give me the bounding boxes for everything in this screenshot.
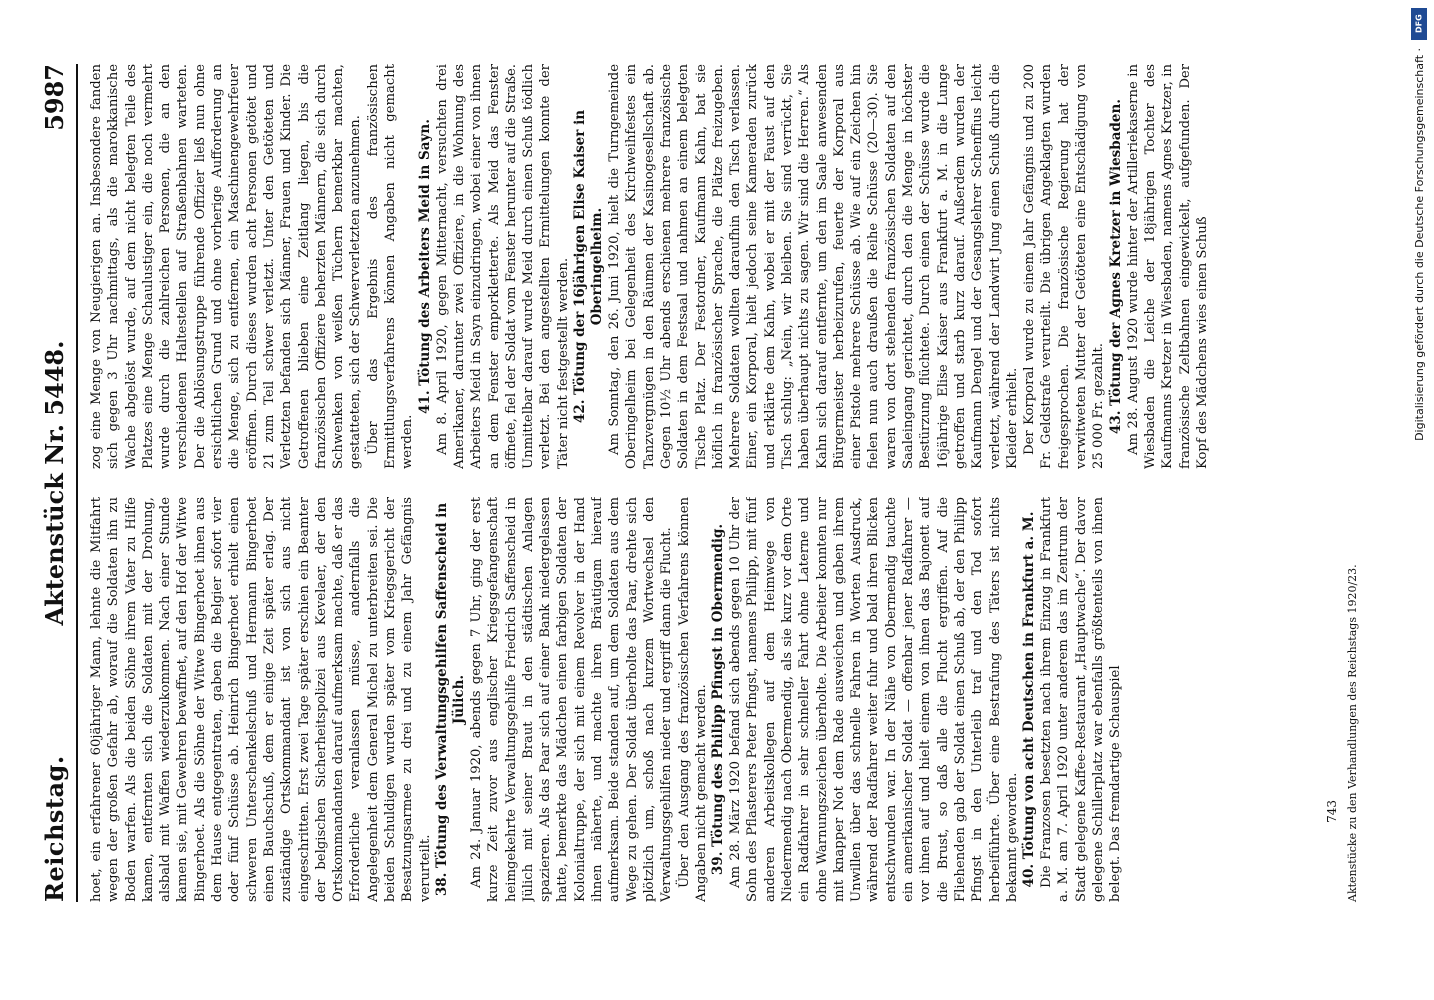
page-header: [40, 64, 78, 902]
paragraph: Am Sonntag, den 26. Juni 1920, hielt die Turngemeinde Oberingelheim bei Gelegenheit des Kirchweihfestes ein Tanzvergnügen in den Räumen der Kasinogesellschaft ab. Gegen 10½ Uhr abends erschienen mehrere französische Soldaten in dem Festsaal und nahmen an einem belegten Tische Platz. Der Festordner, Kaufmann Kahn, bat sie höflich in französischer Sprache, die Plätze freizugeben. Mehrere Soldaten wollten daraufhin den Tisch verlassen. Einer, ein Korporal, hielt jedoch seine Kameraden zurück und erklärte dem Kahn, wobei er mit der Faust auf den Tisch schlug: „Nein, wir bleiben. Sie sind verrückt, Sie haben überhaupt nichts zu sagen. Wir sind die Herren.“ Als Kahn sich darauf entfernte, um den im Saale anwesenden Bürgermeister herbeizurufen, feuerte der Korporal aus einer Pistole mehrere Schüsse ab. Wie auf ein Zeichen hin fielen nun auch draußen die Reihe Schüsse (20—30). Sie waren von dort stehenden französischen Soldaten auf den Saaleingang gerichtet, durch den die Menge in höchster Bestürzung flüchtete. Durch einen der Schüsse wurde die 16jährige Elise Kaiser aus Frankfurt a. M. in die Lunge getroffen und starb kurz darauf. Außerdem wurden der Kaufmann Dengel und der Gesangslehrer Schenffius leicht verletzt, während der Landwirt Jung einen Schuß durch die Kleider erhielt.: [607, 64, 1020, 469]
section-heading-38: 38. Tötung des Verwaltungsgehilfen Saffenscheid in Jülich.: [433, 502, 467, 897]
section-heading-43: 43. Tötung der Agnes Kretzer in Wiesbaden.: [1107, 98, 1124, 435]
paragraph: Der Korporal wurde zu einem Jahr Gefängnis und zu 200 Fr. Geldstrafe verurteilt. Die übrigen Angeklagten wurden freigesprochen. Die französische Regierung hat der verwitweten Mutter der Getöteten eine Entschädigung von 25 000 Fr. gezahlt.: [1022, 64, 1107, 469]
column-right: [88, 64, 1338, 469]
page-footer: [1346, 64, 1360, 902]
text-columns: [88, 64, 1338, 902]
paragraph: Am 28. März 1920 befand sich abends gegen 10 Uhr der Sohn des Pflasterers Peter Pfingst, namens Philipp, mit fünf anderen Arbeitskollegen auf dem Heimwege von Niedermendig nach Obermendig, als sie kurz vor dem Orte ein Radfahrer in sehr schneller Fahrt ohne Laterne und ohne Warnungszeichen überholte. Die Arbeiter konnten nur mit knapper Not dem Rade ausweichen und gaben ihrem Unwillen über das schnelle Fahren in Worten Ausdruck, während der Radfahrer weiter fuhr und bald ihren Blicken entschwunden war. In der Nähe von Obermendig tauchte ein amerikanischer Soldat — offenbar jener Radfahrer — vor ihnen auf und hielt einem von ihnen das Bajonett auf die Brust, so daß alle die Flucht ergriffen. Auf die Fliehenden gab der Soldat einen Schuß ab, der den Philipp Pfingst in den Unterleib traf und den Tod sofort herbeiführte. Über eine Bestrafung des Täters ist nichts bekannt geworden.: [728, 497, 1020, 902]
paragraph: Über den Ausgang des französischen Verfahrens können Angaben nicht gemacht werden.: [676, 497, 709, 902]
header-left: Reichstag.: [40, 755, 69, 902]
paragraph: Am 24. Januar 1920, abends gegen 7 Uhr, ging der erst kurze Zeit zuvor aus englischer Kriegsgefangenschaft heimgekehrte Verwaltungsgehilfe Friedrich Saffenscheid in Jülich mit seiner Braut in den städtischen Anlagen spazieren. Als das Paar sich auf einer Bank niedergelassen hatte, bemerkte das Mädchen einen farbigen Soldaten der Kolonialtruppe, der sich mit einem Revolver in der Hand ihnen näherte, und machte ihren Bräutigam hierauf aufmerksam. Beide standen auf, um dem Soldaten aus dem Wege zu gehen. Der Soldat überholte das Paar, drehte sich plötzlich um, schoß nach kurzem Wortwechsel den Verwaltungsgehilfen nieder und ergriff dann die Flucht.: [468, 497, 675, 902]
footer-source: Aktenstücke zu den Verhandlungen des Reichstags 1920/23.: [1346, 564, 1359, 902]
funding-notice: Digitalisierung gefördert durch die Deutsche Forschungsgemeinschaft ·: [1413, 48, 1426, 441]
sheet-number: 743: [1325, 800, 1339, 823]
paragraph: hoet, ein erfahrener 60jähriger Mann, lehnte die Mitfahrt wegen der großen Gefahr ab, worauf die Soldaten ihn zu Boden warfen. Als die beiden Söhne ihrem Vater zu Hilfe kamen, entfernten sich die Soldaten mit der Drohung, alsbald mit Waffen wiederzukommen. Nach einer Stunde kamen sie, mit Gewehren bewaffnet, auf den Hof der Witwe Bingerhoet. Als die Söhne der Witwe Bingerhoet ihnen aus dem Hause entgegentraten, gaben die Belgier sofort vier oder fünf Schüsse ab. Heinrich Bingerhoet erhielt einen schweren Unterschenkelschuß und Hermann Bingerhoet einen Bauchschuß, dem er einige Zeit später erlag. Der zuständige Ortskommandant ist von sich aus nicht eingeschritten. Erst zwei Tage später erschien ein Beamter der belgischen Sicherheitspolizei aus Kevelaer, der den Ortskommandanten darauf aufmerksam machte, daß er das Erforderliche veranlassen müsse, andernfalls die Angelegenheit dem General Michel zu unterbreiten sei. Die beiden Schuldigen wurden später vom Kriegsgericht der Besatzungsarmee zu drei und zu einem Jahr Gefängnis verurteilt.: [89, 497, 433, 902]
section-heading-41: 41. Tötung des Arbeiters Meid in Sayn.: [416, 119, 433, 414]
paragraph: Am 28. August 1920 wurde hinter der Artilleriekaserne in Wiesbaden die Leiche der 18jährigen Tochter des Kaufmanns Kretzer in Wiesbaden, namens Agnes Kretzer, in französische Zeltbahnen eingewickelt, aufgefunden. Der Kopf des Mädchens wies einen Schuß: [1125, 64, 1210, 469]
paragraph: Über das Ergebnis des französischen Ermittlungsverfahrens können Angaben nicht gemacht werden.: [365, 64, 416, 469]
paragraph: Die Franzosen besetzten nach ihrem Einzug in Frankfurt a. M. am 7. April 1920 unter anderem das im Zentrum der Stadt gelegene Kaffee-Restaurant „Hauptwache“. Der davor gelegene Schillerplatz war ebenfalls größtenteils von ihnen belegt. Das fremdartige Schauspiel: [1039, 497, 1124, 902]
page-number: 5987: [40, 64, 69, 131]
paragraph: zog eine Menge von Neugierigen an. Insbesondere fanden sich gegen 3 Uhr nachmittags, als die marokkanische Wache abgelöst wurde, auf dem nicht belegten Teile des Platzes eine Menge Schaulustiger ein, die noch vermehrt wurde durch die zahlreichen Personen, die an den verschiedenen Haltestellen auf Straßenbahnen warteten. Der die Ablösungstruppe führende Offizier ließ nun ohne ersichtlichen Grund und ohne vorherige Aufforderung an die Menge, sich zu entfernen, ein Maschinengewehrfeuer eröffnen. Durch dieses wurden acht Personen getötet und 21 zum Teil schwer verletzt. Unter den Getöteten und Verletzten befanden sich Männer, Frauen und Kinder. Die Getroffenen blieben eine Zeitlang liegen, bis die französischen Offiziere beherzten Männern, die sich durch Schwenken von weißen Tüchern bemerkbar machten, gestatteten, sich der Schwerverletzten anzunehmen.: [89, 64, 364, 469]
dfg-logo-icon[interactable]: DFG: [1411, 8, 1427, 40]
section-heading-39: 39. Tötung des Philipp Pfingst in Obermendig.: [710, 523, 727, 876]
section-heading-40: 40. Tötung von acht Deutschen in Frankfurt a. M.: [1021, 511, 1038, 888]
digitization-sidebar: [1405, 4, 1433, 1000]
header-title: Aktenstück Nr. 5448.: [40, 340, 69, 626]
column-left: [88, 497, 1338, 902]
section-heading-42: 42. Tötung der 16jährigen Elise Kaiser in Oberingelheim.: [572, 109, 606, 424]
paragraph: Am 8. April 1920, gegen Mitternacht, versuchten drei Amerikaner, darunter zwei Offiziere, in die Wohnung des Arbeiters Meid in Sayn einzudringen, wobei einer von ihnen an dem Fenster emporkletterte. Als Meid das Fenster öffnete, fiel der Soldat vom Fenster herunter auf die Straße. Unmittelbar darauf wurde Meid durch einen Schuß tödlich verletzt. Bei den angestellten Ermittelungen konnte der Täter nicht festgestellt werden.: [434, 64, 571, 469]
